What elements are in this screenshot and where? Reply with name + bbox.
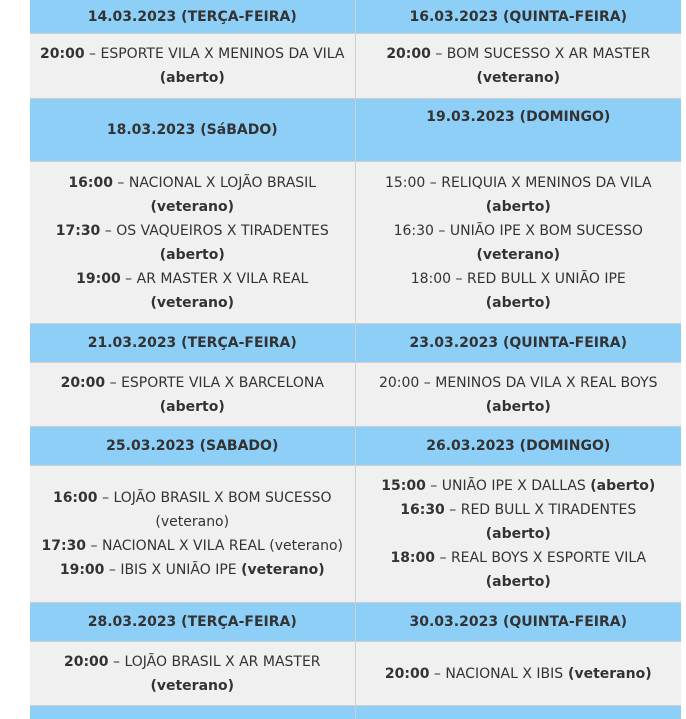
game-entry [379,371,658,395]
game-category: (aberto) [485,526,551,542]
game-time: 16:30 [393,222,434,239]
date-header-label: 30.03.2023 (QUINTA-FEIRA) [409,614,627,630]
game-entry [61,371,324,395]
game-time: 16:00 [52,490,98,506]
games-cell [356,162,682,323]
date-header-label: 23.03.2023 (QUINTA-FEIRA) [409,335,627,351]
game-category: (veterano) [150,677,235,694]
game-match: LOJÃO BRASIL X BOM SUCESSO [113,490,332,506]
game-separator: – [444,502,461,518]
game-separator: – [425,478,442,494]
game-time: 18:00 [390,550,436,566]
games-cell [30,162,356,323]
games-cell [30,363,356,426]
game-category: (veterano) [241,562,325,578]
games-row [30,642,681,706]
game-match: RED BULL X UNIÃO IPE [466,270,626,287]
game-separator: – [451,270,467,287]
games-cell [356,363,682,426]
game-entry [76,267,308,291]
game-match: BOM SUCESSO X AR MASTER [446,46,651,62]
game-separator: – [105,374,122,391]
date-header-cell [30,324,356,362]
game-category: (veterano) [150,198,235,215]
date-header-label: 25.03.2023 (SABADO) [106,438,279,454]
games-row [30,466,681,603]
game-match: OS VAQUEIROS X TIRADENTES [116,222,329,239]
games-cell [30,466,356,602]
games-cell [356,466,682,602]
game-entry [394,219,643,243]
game-match: ESPORTE VILA X MENINOS DA VILA [100,46,345,62]
game-separator: – [108,653,125,670]
game-category: (veterano) [150,294,235,311]
game-time: 20:00 [386,46,431,62]
game-category: (veterano) [155,514,230,530]
game-time: 19:00 [76,270,121,287]
game-time: 16:00 [68,174,113,191]
date-header-row [30,324,681,363]
game-match: RELIQUIA X MENINOS DA VILA [441,174,652,191]
game-category: (veterano) [563,665,652,682]
game-category: (aberto) [485,574,551,590]
game-category: (aberto) [590,478,656,494]
game-time: 20:00 [60,374,106,391]
date-header-label: 14.03.2023 (TERÇA-FEIRA) [87,8,297,25]
game-match: ESPORTE VILA X BARCELONA [121,374,324,391]
date-header-label: 18.03.2023 (SáBADO) [106,122,278,138]
game-entry [390,546,646,570]
game-match: NACIONAL X VILA REAL [101,538,265,554]
date-header-row [30,427,681,466]
date-header-cell [30,427,356,465]
games-cell [356,34,682,98]
game-separator: – [435,550,451,566]
date-header-cell [356,603,682,641]
date-header-cell [356,324,682,362]
game-entry [56,219,329,243]
date-header-cell [356,99,682,161]
game-separator: – [104,562,121,578]
date-header-label: 28.03.2023 (TERÇA-FEIRA) [87,614,297,630]
game-match: MENINOS DA VILA X REAL BOYS [435,374,658,391]
game-match: LOJÃO BRASIL X AR MASTER [124,653,321,670]
date-header-label: 21.03.2023 (TERÇA-FEIRA) [87,335,297,351]
game-match: NACIONAL X LOJÃO BRASIL [128,174,317,191]
game-category: (aberto) [159,398,225,415]
game-category: (aberto) [485,198,551,215]
game-entry [41,534,343,558]
game-separator: – [84,46,101,62]
game-time: 19:00 [59,562,105,578]
game-entry [400,498,636,522]
game-time: 20:00 [378,374,420,391]
game-match: IBIS X UNIÃO IPE [120,562,237,578]
game-time: 15:00 [381,478,426,494]
date-header-label: 26.03.2023 (DOMINGO) [426,438,611,454]
game-entry [381,474,655,498]
game-entry [385,662,652,686]
game-time: 15:00 [384,174,426,191]
game-separator: – [425,174,442,191]
game-time: 20:00 [40,46,85,62]
game-category: (veterano) [476,246,561,263]
game-category: (veterano) [269,538,343,554]
game-time: 18:00 [410,270,452,287]
game-match: UNIÃO IPE X DALLAS [441,478,586,494]
game-category: (veterano) [476,70,561,86]
date-header-row [30,603,681,642]
date-header-cell [30,603,356,641]
game-match: UNIÃO IPE X BOM SUCESSO [449,222,643,239]
game-separator: – [97,490,114,506]
date-header-row [30,0,681,34]
date-header-cell [30,706,356,719]
games-cell [356,642,682,705]
game-match: RED BULL X TIRADENTES [460,502,637,518]
games-cell [30,642,356,705]
game-entry [64,650,321,674]
game-separator: – [430,46,447,62]
game-time: 20:00 [384,665,430,682]
date-header-cell [356,0,682,33]
game-separator: – [100,222,117,239]
game-category: (aberto) [159,70,225,86]
game-time: 17:30 [41,538,87,554]
game-separator: – [112,174,129,191]
game-entry [411,267,626,291]
game-time: 16:30 [400,502,445,518]
game-match: NACIONAL X IBIS [445,665,564,682]
game-time: 17:30 [55,222,101,239]
game-entry [386,42,650,66]
schedule-table [30,0,681,719]
game-match: AR MASTER X VILA REAL [136,270,309,287]
game-separator: – [429,665,446,682]
game-entry [40,42,344,66]
date-header-row [30,99,681,162]
date-header-label: 16.03.2023 (QUINTA-FEIRA) [409,8,627,25]
game-entry [68,171,316,195]
game-category: (aberto) [159,246,225,263]
game-entry [385,171,652,195]
game-match: REAL BOYS X ESPORTE VILA [450,550,647,566]
date-header-cell [30,0,356,33]
game-separator: – [419,374,436,391]
game-separator: – [120,270,137,287]
date-header-row [30,706,681,719]
games-row [30,162,681,324]
games-row [30,363,681,427]
games-cell [30,34,356,98]
game-separator: – [86,538,102,554]
date-header-cell [30,99,356,161]
game-category: (aberto) [485,294,551,311]
date-header-label: 19.03.2023 (DOMINGO) [426,109,611,125]
game-entry [60,558,325,582]
game-separator: – [433,222,450,239]
date-header-cell [356,706,682,719]
game-category: (aberto) [485,398,551,415]
date-header-cell [356,427,682,465]
game-time: 20:00 [63,653,109,670]
game-entry [53,486,332,510]
games-row [30,34,681,99]
